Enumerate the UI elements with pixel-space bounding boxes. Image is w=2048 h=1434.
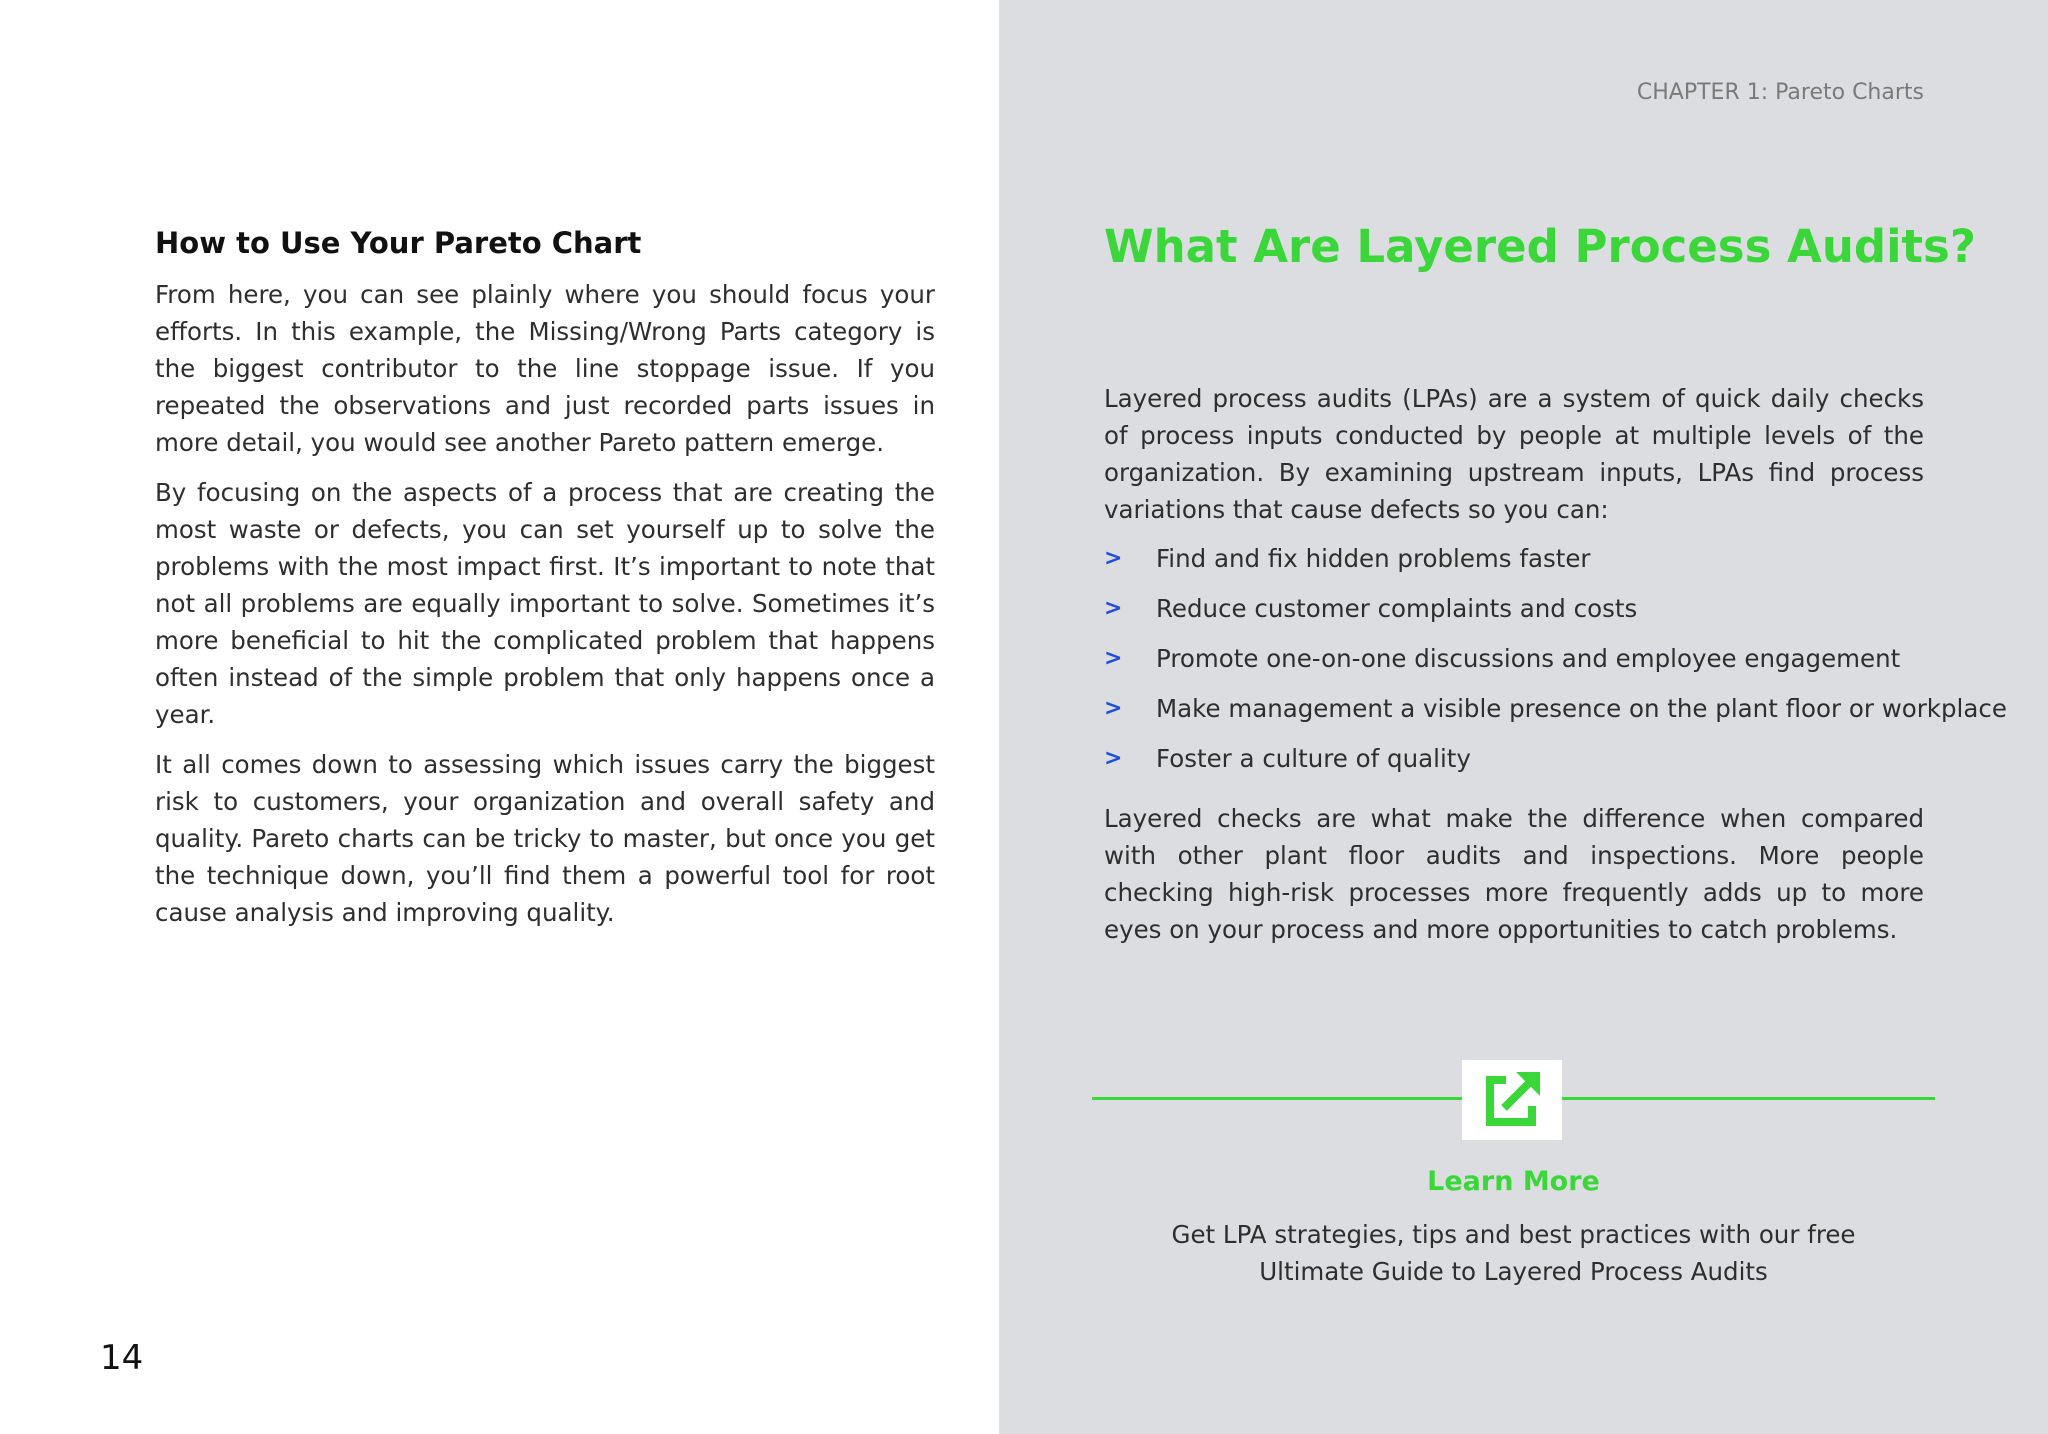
chevron-right-icon: > [1104, 696, 1123, 721]
chevron-right-icon: > [1104, 596, 1123, 621]
divider-line-left [1092, 1097, 1462, 1100]
list-item-text: Find and fix hidden problems faster [1156, 544, 1591, 573]
closing-paragraph: Layered checks are what make the difference when compared with other plant floor audits and inspections. More people checking high-risk processes more frequently adds up to more eyes on your process and more opportunities to catch problems. [1104, 804, 1924, 944]
list-item [1104, 540, 1924, 590]
chevron-right-icon: > [1104, 546, 1123, 571]
cta-line-1: Get LPA strategies, tips and best practices with our free [1171, 1220, 1856, 1249]
cta-line-2[interactable]: Ultimate Guide to Layered Process Audits [1259, 1257, 1768, 1286]
list-item-text: Promote one-on-one discussions and employee engagement [1156, 644, 1901, 673]
chevron-right-icon: > [1104, 746, 1123, 771]
list-item [1104, 690, 2007, 740]
paragraph-1: From here, you can see plainly where you should focus your efforts. In this example, the Missing/Wrong Parts category is the biggest contributor to the line stoppage issue. If you repeated the observations and just recorded parts issues in more detail, you would see another Pareto pattern emerge. [155, 280, 935, 457]
list-item-text: Foster a culture of quality [1156, 744, 1471, 773]
right-body [1104, 380, 2007, 948]
left-page [0, 0, 999, 1434]
divider-line-right [1562, 1097, 1935, 1100]
list-item [1104, 640, 1924, 690]
list-item [1104, 740, 1924, 790]
paragraph-2: By focusing on the aspects of a process that are creating the most waste or defects, you can set yourself up to solve the problems with the most impact first. It’s important to note that not all problems are equally important to solve. Sometimes it’s more beneficial to hit the complicated problem that happens often instead of the simple problem that only happens once a year. [155, 478, 935, 729]
page-title: What Are Layered Process Audits? [1104, 220, 1976, 273]
chevron-right-icon: > [1104, 646, 1123, 671]
learn-more-link[interactable]: Learn More [1427, 1166, 1600, 1197]
page-number: 14 [100, 1338, 144, 1378]
external-link-icon-graphic [1480, 1068, 1544, 1132]
list-item-text: Make management a visible presence on the plant floor or workplace [1156, 694, 2007, 723]
paragraph-3: It all comes down to assessing which issues carry the biggest risk to customers, your organization and overall safety and quality. Pareto charts can be tricky to master, but once you get the technique down, you’ll find them a powerful tool for root cause analysis and improving quality. [155, 750, 935, 927]
list-item [1104, 590, 1924, 640]
section-heading: How to Use Your Pareto Chart [155, 226, 642, 260]
left-body [155, 276, 935, 944]
list-item-text: Reduce customer complaints and costs [1156, 594, 1638, 623]
cta-description [1092, 1216, 1935, 1290]
right-page [999, 0, 2048, 1434]
chapter-label: CHAPTER 1: Pareto Charts [1636, 80, 1924, 105]
external-link-icon[interactable] [1462, 1060, 1562, 1140]
benefit-list [1104, 540, 2007, 790]
intro-paragraph: Layered process audits (LPAs) are a system of quick daily checks of process inputs conducted by people at multiple levels of the organization. By examining upstream inputs, LPAs find process variations that cause defects so you can: [1104, 384, 1924, 524]
